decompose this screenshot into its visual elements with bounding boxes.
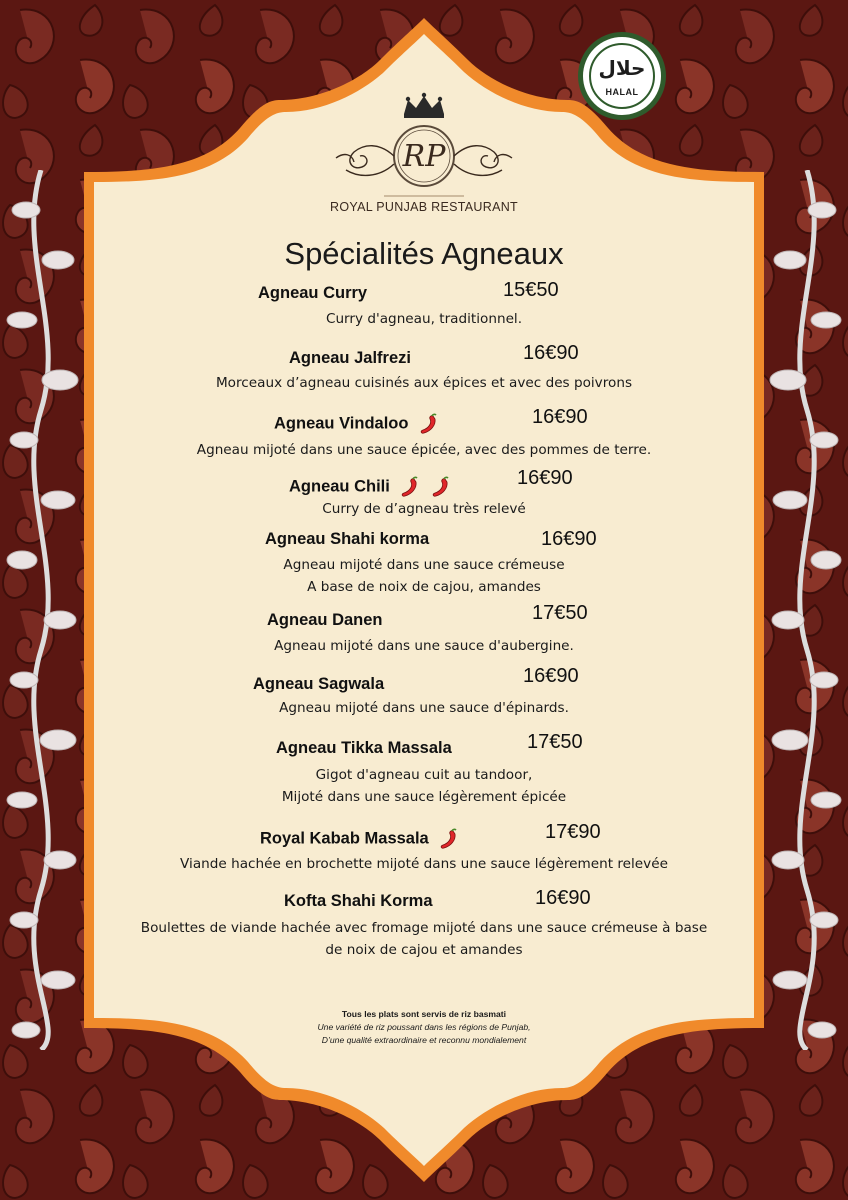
page-title: Spécialités Agneaux xyxy=(284,236,564,271)
dish-description: Agneau mijoté dans une sauce d'aubergine. xyxy=(274,638,574,654)
dish-name: Kofta Shahi Korma xyxy=(284,892,433,910)
halal-badge xyxy=(578,32,666,120)
footer-note xyxy=(0,1008,848,1047)
dish-price: 16€90 xyxy=(541,528,597,550)
dish-name: Agneau Sagwala xyxy=(253,675,385,693)
dish-price: 16€90 xyxy=(523,342,579,364)
dish-name: Agneau Shahi korma xyxy=(265,530,430,548)
restaurant-name: ROYAL PUNJAB RESTAURANT xyxy=(330,200,518,214)
dish-name: Royal Kabab Massala xyxy=(260,828,459,850)
dish-price: 16€90 xyxy=(532,406,588,428)
dish-price: 16€90 xyxy=(535,887,591,909)
dish-name: Agneau Chili xyxy=(289,476,451,498)
dish-price: 16€90 xyxy=(517,467,573,489)
dish-description: Agneau mijoté dans une sauce d'épinards. xyxy=(279,700,569,716)
footer-line-variety: Une variété de riz poussant dans les régions de Punjab, xyxy=(317,1022,531,1032)
dish-price: 16€90 xyxy=(523,665,579,687)
dish-price: 17€90 xyxy=(545,821,601,843)
dish-price: 17€50 xyxy=(532,602,588,624)
restaurant-logo xyxy=(324,92,524,202)
dish-price: 15€50 xyxy=(503,279,559,301)
chili-icon xyxy=(429,476,451,498)
chili-icon xyxy=(417,413,439,435)
dish-name: Agneau Danen xyxy=(267,611,383,629)
dish-name: Agneau Tikka Massala xyxy=(276,739,452,757)
dish-description: Agneau mijoté dans une sauce crémeuse A base de noix de cajou, amandes xyxy=(283,557,565,595)
footer-line-rice: Tous les plats sont servis de riz basmati xyxy=(341,1009,507,1019)
logo-monogram: RP xyxy=(402,139,446,174)
crown-icon xyxy=(404,93,444,118)
dish-name: Agneau Jalfrezi xyxy=(289,349,411,367)
chili-icon xyxy=(398,476,420,498)
dish-description: Curry de d’agneau très relevé xyxy=(322,501,526,517)
dish-description: Curry d'agneau, traditionnel. xyxy=(325,311,523,327)
dish-description: Boulettes de viande hachée avec fromage mijoté dans une sauce crémeuse à base de noix de cajou et amandes xyxy=(140,920,708,958)
halal-arabic-text: حلال xyxy=(598,56,646,80)
dish-description: Morceaux d’agneau cuisinés aux épices et avec des poivrons xyxy=(215,375,633,391)
halal-latin-text: HALAL xyxy=(605,87,639,97)
dish-description: Gigot d'agneau cuit au tandoor, Mijoté dans une sauce légèrement épicée xyxy=(281,767,567,805)
chili-icon xyxy=(437,828,459,850)
footer-line-quality: D’une qualité extraordinaire et reconnu mondialement xyxy=(321,1035,527,1045)
dish-name: Agneau Vindaloo xyxy=(274,413,439,435)
dish-description: Agneau mijoté dans une sauce épicée, avec des pommes de terre. xyxy=(196,442,652,458)
dish-name: Agneau Curry xyxy=(258,284,368,302)
dish-price: 17€50 xyxy=(527,731,583,753)
dish-description: Viande hachée en brochette mijoté dans une sauce légèrement relevée xyxy=(180,856,668,872)
